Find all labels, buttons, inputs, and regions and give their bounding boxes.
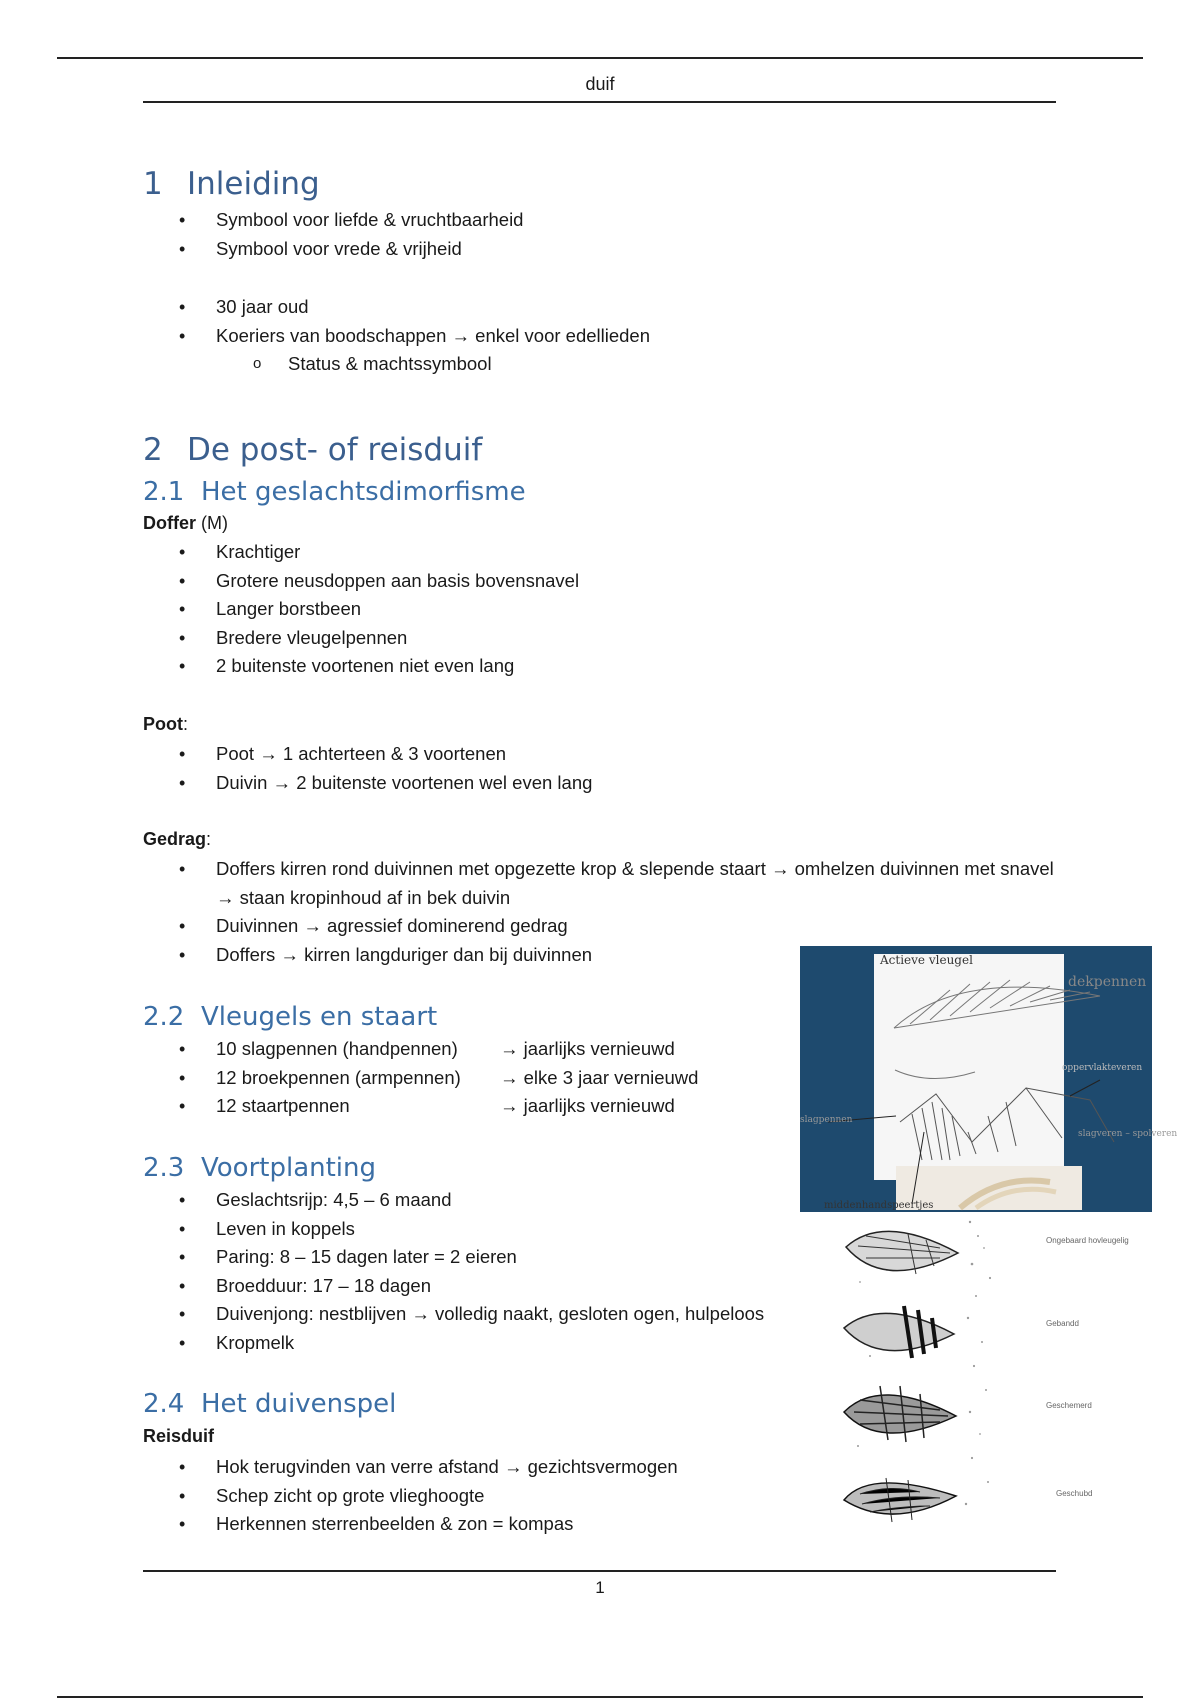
list-item: • Schep zicht op grote vlieghoogte: [143, 1482, 678, 1511]
list-item: • Kropmelk: [143, 1329, 764, 1358]
reisduif-label-bold: Reisduif: [143, 1426, 215, 1446]
doffer-list: [143, 538, 579, 681]
egg-pattern-2: [844, 1306, 1079, 1358]
section-heading-reisduif: [143, 432, 482, 468]
section-heading-inleiding: [143, 166, 320, 202]
subsection-heading-duivenspel: [143, 1389, 396, 1419]
vleugels-list: [143, 1035, 698, 1121]
section-number: 1: [143, 166, 163, 202]
list-item: • Poot → 1 achterteen & 3 voortenen: [143, 740, 592, 769]
egg-pattern-3: [844, 1386, 1092, 1442]
list-item: • Grotere neusdoppen aan basis bovensnavel: [143, 567, 579, 596]
sub-list-item: o Status & machtssymbool: [143, 350, 650, 379]
renewal-note: → elke 3 jaar vernieuwd: [500, 1066, 699, 1088]
list-item: • Broedduur: 17 – 18 dagen: [143, 1272, 764, 1301]
figure-label: dekpennen: [1068, 974, 1147, 990]
voortplanting-list: [143, 1186, 764, 1357]
list-item: • Krachtiger: [143, 538, 579, 567]
gedrag-label: Gedrag:: [143, 829, 212, 849]
subsection-number: 2.3: [143, 1153, 185, 1183]
list-item: • Symbool voor vrede & vrijheid: [143, 235, 650, 264]
reisduif-label: [143, 1426, 214, 1447]
section-number: 2: [143, 432, 163, 468]
egg-pattern-4: [844, 1478, 1092, 1522]
section-title: De post- of reisduif: [187, 432, 483, 468]
list-item: [143, 1064, 698, 1093]
list-item: • Langer borstbeen: [143, 595, 579, 624]
egg-label: Geschubd: [1056, 1489, 1093, 1498]
list-item: • Duivin → 2 buitenste voortenen wel even lang: [143, 769, 592, 798]
subsection-title: Voortplanting: [201, 1153, 377, 1183]
list-item: • Duivinnen → agressief dominerend gedrag: [143, 912, 1063, 941]
list-item: • 2 buitenste voortenen niet even lang: [143, 652, 579, 681]
list-item: • Leven in koppels: [143, 1215, 764, 1244]
subsection-number: 2.2: [143, 1002, 185, 1032]
wing-diagram-svg: [800, 946, 1178, 1516]
footer-line: [143, 1570, 1056, 1572]
list-item: • Duivenjong: nestblijven → volledig naakt, gesloten ogen, hulpeloos: [143, 1300, 764, 1329]
feather-count: 12 staartpennen: [216, 1095, 350, 1116]
poot-list: [143, 740, 592, 797]
renewal-note: → jaarlijks vernieuwd: [500, 1095, 675, 1116]
egg-label: Ongebaard hovleugelig: [1046, 1236, 1129, 1245]
duivenspel-list: [143, 1453, 678, 1539]
subsection-heading-voortplanting: [143, 1153, 376, 1183]
section-title: Inleiding: [187, 166, 320, 202]
doffer-label-suffix: (M): [196, 513, 228, 533]
list-item: • Herkennen sterrenbeelden & zon = kompas: [143, 1510, 678, 1539]
doffer-label-bold: Doffer: [143, 513, 196, 533]
feather-count: 10 slagpennen (handpennen): [216, 1038, 458, 1059]
list-item: • Symbool voor liefde & vruchtbaarheid: [143, 206, 650, 235]
figure-label: middenhandspeertjes: [824, 1200, 934, 1211]
list-item: • Koeriers van boodschappen → enkel voor edellieden: [143, 322, 650, 351]
bottom-border-line: [57, 1696, 1143, 1698]
egg-label: Gebandd: [1046, 1319, 1079, 1328]
list-item: • Doffers → kirren langduriger dan bij duivinnen: [143, 941, 1063, 970]
egg-label: Geschemerd: [1046, 1401, 1092, 1410]
subsection-title: Het geslachtsdimorfisme: [201, 477, 526, 507]
figure-label: oppervlakteveren: [1062, 1063, 1143, 1073]
subsection-title: Het duivenspel: [201, 1389, 397, 1419]
inleiding-list: [143, 206, 650, 379]
list-item: • Doffers kirren rond duivinnen met opgezette krop & slepende staart → omhelzen duivinnen met snavel → staan kropinhoud af in bek duivin: [143, 855, 1063, 912]
poot-label: Poot:: [143, 714, 189, 734]
list-item: • Paring: 8 – 15 dagen later = 2 eieren: [143, 1243, 764, 1272]
subsection-number: 2.4: [143, 1389, 185, 1419]
list-item: [143, 1035, 698, 1064]
subsection-heading-vleugels: [143, 1002, 437, 1032]
list-item: [143, 1092, 698, 1121]
header-underline: [143, 101, 1056, 103]
feather-count: 12 broekpennen (armpennen): [216, 1066, 461, 1088]
subsection-number: 2.1: [143, 477, 185, 507]
gedrag-label-bold: Gedrag: [143, 829, 207, 849]
list-item: • Geslachtsrijp: 4,5 – 6 maand: [143, 1186, 764, 1215]
figure-title: Actieve vleugel: [880, 953, 973, 967]
list-item: • 30 jaar oud: [143, 293, 650, 322]
poot-label-bold: Poot: [143, 714, 183, 734]
egg-pattern-1: [846, 1231, 1129, 1274]
page-header-title: duif: [585, 74, 615, 94]
list-item: • Hok terugvinden van verre afstand → gezichtsvermogen: [143, 1453, 678, 1482]
subsection-heading-dimorfisme: [143, 477, 526, 507]
figure-label: slagpennen: [800, 1115, 853, 1125]
list-item: • Bredere vleugelpennen: [143, 624, 579, 653]
page-number: 1: [595, 1578, 605, 1597]
renewal-note: → jaarlijks vernieuwd: [500, 1038, 675, 1059]
figure-label: slagveren – spolveren: [1078, 1129, 1178, 1139]
subsection-title: Vleugels en staart: [201, 1002, 438, 1032]
wing-illustration: [800, 946, 1178, 1516]
top-border-line: [57, 57, 1143, 59]
doffer-label: [143, 513, 228, 534]
